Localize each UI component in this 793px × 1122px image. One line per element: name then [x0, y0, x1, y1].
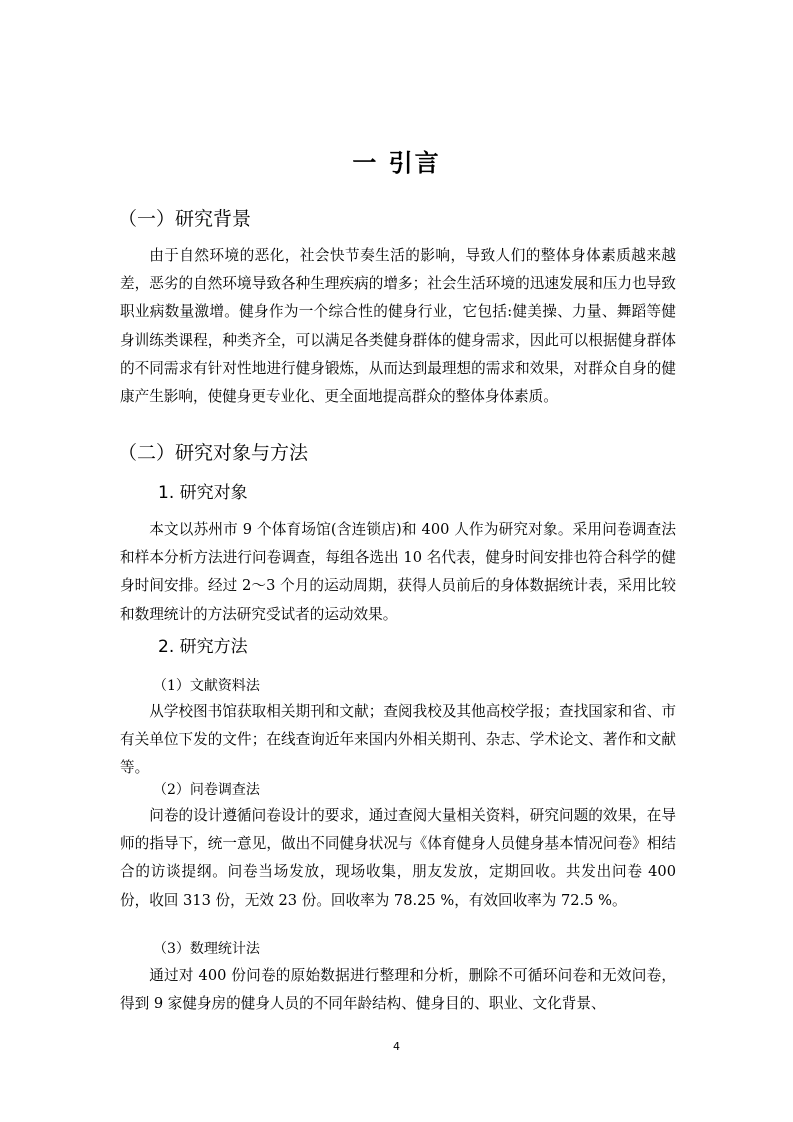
method-label-questionnaire: （2）问卷调查法 [153, 782, 260, 798]
method-label-statistics: （3）数理统计法 [153, 941, 260, 957]
subsection-heading-objects: 1. 研究对象 [158, 483, 248, 503]
objects-paragraph: 本文以苏州市 9 个体育场馆(含连锁店)和 400 人作为研究对象。采用问卷调查法和样本分析方法进行问卷调查，每组各选出 10 名代表，健身时间安排也符合科学的健身时间安排。经过 2～3 个月的运动周期，获得人员前后的身体数据统计表，采用比较和数理统计的方法研究受试者的运动效果。 [120, 521, 676, 623]
page-number: 4 [393, 1040, 400, 1053]
background-paragraph: 由于自然环境的恶化，社会快节奏生活的影响，导致人们的整体身体素质越来越差，恶劣的自然环境导致各种生理疾病的增多；社会生活环境的迅速发展和压力也导致职业病数量激增。健身作为一个综合性的健身行业，它包括:健美操、力量、舞蹈等健身训练类课程，种类齐全，可以满足各类健身群体的健身需求，因此可以根据健身群体的不同需求有针对性地进行健身锻炼，从而达到最理想的需求和效果，对群众自身的健康产生影响，使健身更专业化、更全面地提高群众的整体身体素质。 [120, 247, 676, 406]
method-label-literature: （1）文献资料法 [153, 678, 260, 694]
statistics-paragraph: 通过对 400 份问卷的原始数据进行整理和分析，删除不可循环问卷和无效问卷，得到 9 家健身房的健身人员的不同年龄结构、健身目的、职业、文化背景、 [120, 967, 676, 1013]
questionnaire-paragraph: 问卷的设计遵循问卷设计的要求，通过查阅大量相关资料，研究问题的效果，在导师的指导下，统一意见，做出不同健身状况与《体育健身人员健身基本情况问卷》相结合的访谈提纲。问卷当场发放，现场收集，朋友发放，定期回收。共发出问卷 400 份，收回 313 份，无效 23 份。回收率为 78.25 %，有效回收率为 72.5 %。 [120, 807, 676, 909]
chapter-title: 一 引言 [352, 149, 441, 177]
literature-paragraph: 从学校图书馆获取相关期刊和文献；查阅我校及其他高校学报；查找国家和省、市有关单位下发的文件；在线查询近年来国内外相关期刊、杂志、学术论文、著作和文献等。 [120, 703, 676, 777]
section-heading-objects-methods: （二）研究对象与方法 [118, 442, 309, 464]
subsection-heading-methods: 2. 研究方法 [158, 637, 248, 657]
section-heading-background: （一）研究背景 [118, 208, 252, 230]
